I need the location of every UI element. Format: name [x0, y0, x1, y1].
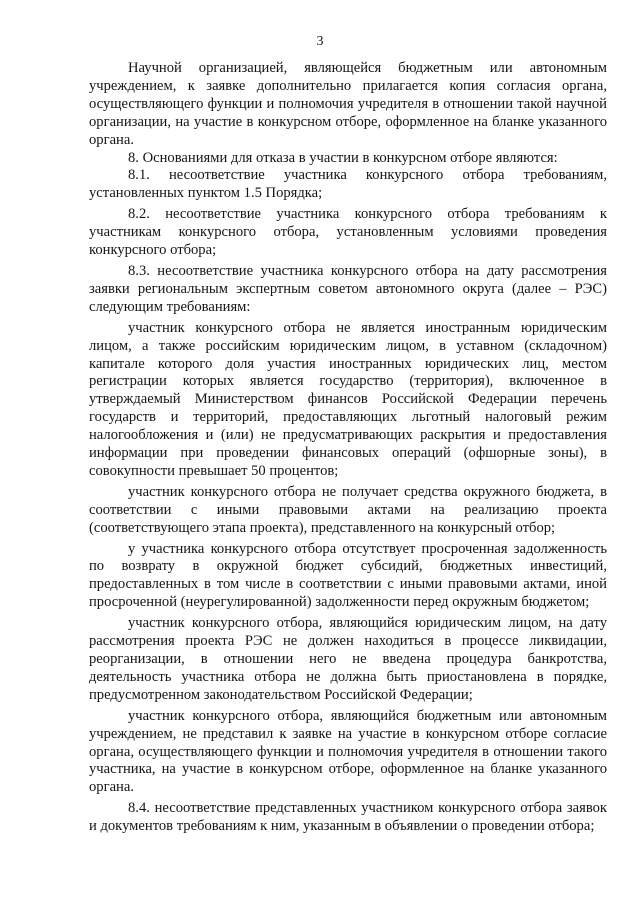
paragraph-requirement-budget-funds: участник конкурсного отбора не получает средства окружного бюджета, в соответствии с иными правовыми актами на реализацию проекта (соответствующего этапа проекта), представленного на конкурсный отбор; — [89, 483, 607, 536]
paragraph-requirement-consent: участник конкурсного отбора, являющийся бюджетным или автономным учреждением, не представил к заявке на участие в конкурсном отборе согласие органа, осуществляющего функции и полномочия учредителя в отношении такого участника, на участие в конкурсном отборе, оформленное на бланке указанного органа. — [89, 707, 607, 796]
paragraph-8-1: 8.1. несоответствие участника конкурсного отбора требованиям, установленных пунктом 1.5 Порядка; — [89, 167, 607, 202]
page-number: 3 — [316, 34, 324, 49]
paragraph-requirement-debt: у участника конкурсного отбора отсутствует просроченная задолженность по возврату в окружной бюджет субсидий, бюджетных инвестиций, предоставленных в том числе в соответствии с иными правовыми актами, иной просроченной (неурегулированной) задолженности перед окружным бюджетом; — [89, 540, 607, 611]
paragraph-requirement-liquidation: участник конкурсного отбора, являющийся юридическим лицом, на дату рассмотрения проекта РЭС не должен находиться в процессе ликвидации, реорганизации, в отношении него не введена процедура банкротства, деятельность участника отбора не должна быть приостановлена в порядке, предусмотренном законодательством Российской Федерации; — [89, 615, 607, 703]
paragraph-section-8: 8. Основаниями для отказа в участии в конкурсном отборе являются: — [128, 149, 558, 166]
paragraph-8-3: 8.3. несоответствие участника конкурсного отбора на дату рассмотрения заявки региональным экспертным советом автономного округа (далее – РЭС) следующим требованиям: — [89, 262, 607, 315]
document-body — [89, 60, 607, 836]
paragraph-scientific-org: Научной организацией, являющейся бюджетным или автономным учреждением, к заявке дополнительно прилагается копия согласия органа, осуществляющего функции и полномочия учредителя в отношении такой научной организации, на участие в конкурсном отборе, оформленное на бланке указанного органа. — [89, 60, 607, 148]
paragraph-requirement-foreign: участник конкурсного отбора не является иностранным юридическим лицом, а также российским юридическим лицом, в уставном (складочном) капитале которого доля участия иностранных юридических лиц, местом регистрации которых является государство (территория), включенное в утверждаемый Министерством финансов Российской Федерации перечень государств и территорий, предоставляющих льготный налоговый режим налогообложения и (или) не предусматривающих раскрытия и предоставления информации при проведении финансовых операций (офшорные зоны), в совокупности превышает 50 процентов; — [89, 319, 607, 479]
paragraph-8-2: 8.2. несоответствие участника конкурсного отбора требованиям к участникам конкурсного отбора, установленным условиями проведения конкурсного отбора; — [89, 206, 607, 259]
paragraph-8-4: 8.4. несоответствие представленных участником конкурсного отбора заявок и документов требованиям к ним, указанным в объявлении о проведении отбора; — [89, 800, 607, 835]
